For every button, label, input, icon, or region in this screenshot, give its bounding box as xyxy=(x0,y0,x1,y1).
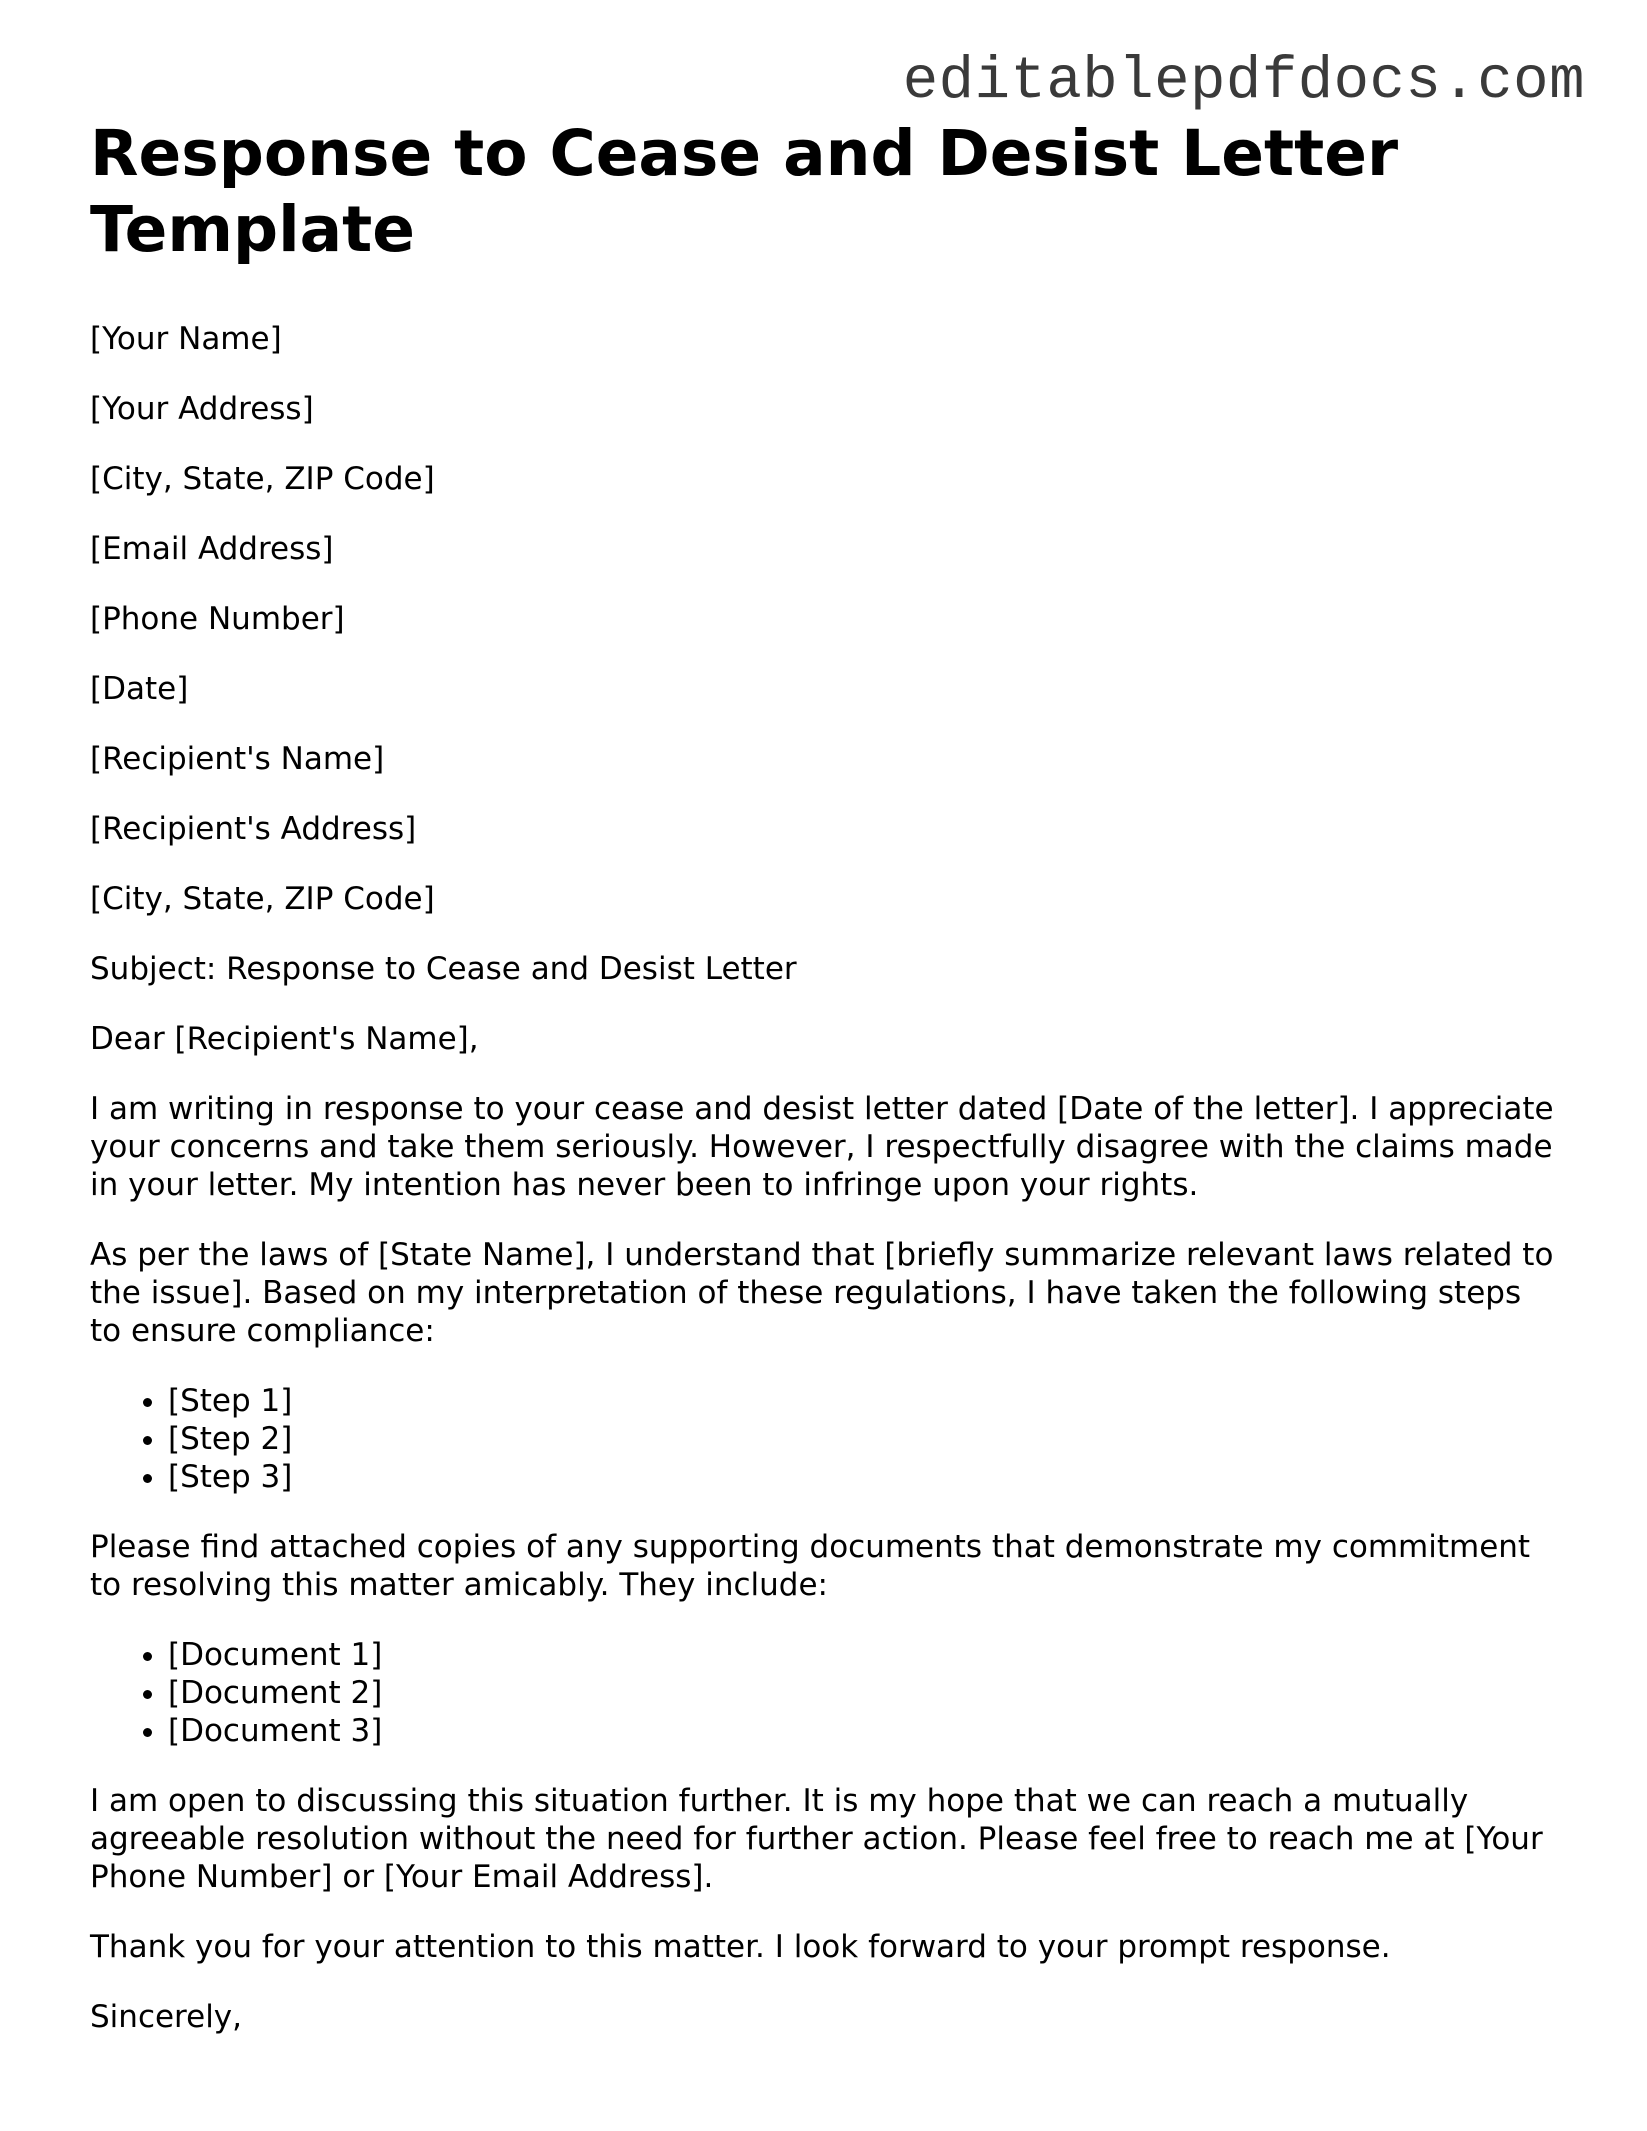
letter-document xyxy=(90,116,1560,2068)
list-item: • [Document 1] xyxy=(168,1636,1560,1674)
recipient-city-state-zip: [City, State, ZIP Code] xyxy=(90,881,435,917)
sender-address: [Your Address] xyxy=(90,391,314,427)
documents-list xyxy=(90,1636,1560,1750)
sender-email: [Email Address] xyxy=(90,531,334,567)
paragraph-thanks: Thank you for your attention to this matter. I look forward to your prompt response. xyxy=(90,1929,1391,1965)
subject-line: Subject: Response to Cease and Desist Letter xyxy=(90,951,797,987)
closing: Sincerely, xyxy=(90,1999,243,2035)
paragraph-laws: As per the laws of [State Name], I understand that [briefly summarize relevant laws related to the issue]. Based on my interpretation of these regulations, I have taken the following steps to ensure compliance: xyxy=(90,1237,1554,1349)
sender-city-state-zip: [City, State, ZIP Code] xyxy=(90,461,435,497)
paragraph-open: I am open to discussing this situation further. It is my hope that we can reach a mutually agreeable resolution without the need for further action. Please feel free to reach me at [Your Phone Number] or [Your Email Address]. xyxy=(90,1783,1543,1895)
recipient-address: [Recipient's Address] xyxy=(90,811,417,847)
paragraph-documents: Please find attached copies of any supporting documents that demonstrate my commitment to resolving this matter amicably. They include: xyxy=(90,1529,1531,1603)
list-item: • [Step 3] xyxy=(168,1458,1560,1496)
page-title: Response to Cease and Desist Letter Template xyxy=(90,117,1399,266)
list-item: • [Step 1] xyxy=(168,1382,1560,1420)
site-watermark: editablepdfdocs.com xyxy=(902,48,1585,115)
recipient-name: [Recipient's Name] xyxy=(90,741,385,777)
paragraph-intro: I am writing in response to your cease and desist letter dated [Date of the letter]. I appreciate your concerns and take them seriously. However, I respectfully disagree with the claims made in your letter. My intention has never been to infringe upon your rights. xyxy=(90,1091,1554,1203)
steps-list xyxy=(90,1382,1560,1496)
list-item: • [Document 3] xyxy=(168,1712,1560,1750)
list-item: • [Step 2] xyxy=(168,1420,1560,1458)
sender-name: [Your Name] xyxy=(90,321,282,357)
salutation: Dear [Recipient's Name], xyxy=(90,1021,479,1057)
letter-date: [Date] xyxy=(90,671,189,707)
list-item: • [Document 2] xyxy=(168,1674,1560,1712)
sender-phone: [Phone Number] xyxy=(90,601,345,637)
